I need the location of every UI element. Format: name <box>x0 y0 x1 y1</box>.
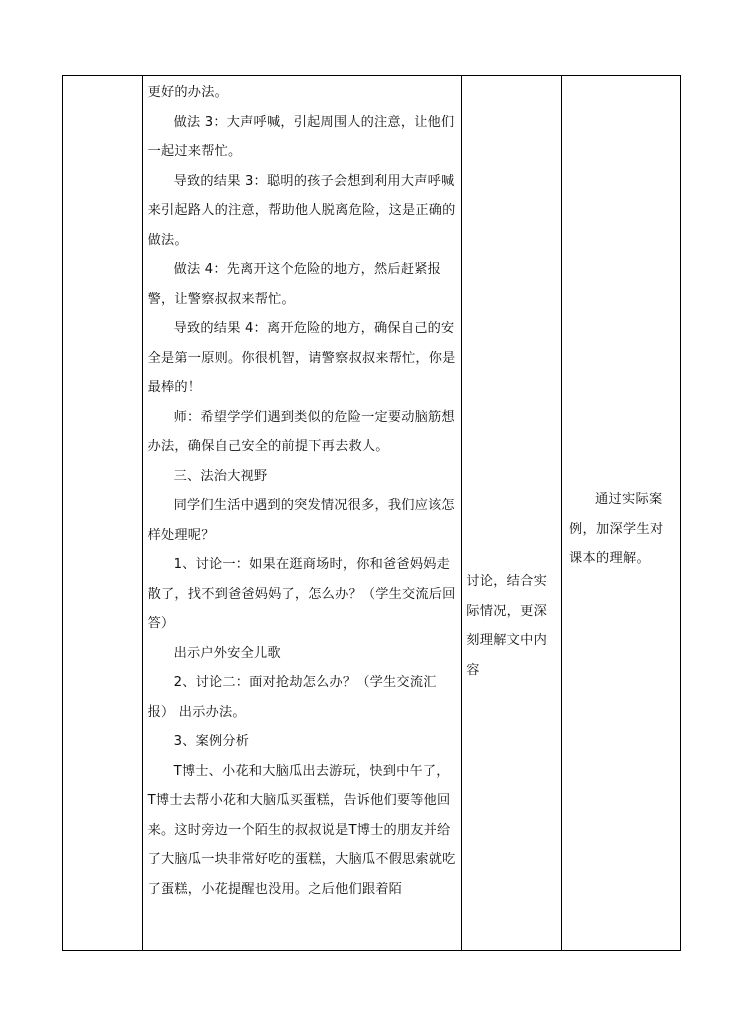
design-intent-text <box>562 76 680 574</box>
paragraph: 导致的结果 4：离开危险的地方，确保自己的安全是第一原则。你很机智，请警察叔叔来帮忙，你是最棒的！ <box>147 321 456 395</box>
student-activity-cell <box>462 76 562 951</box>
teaching-process-text <box>143 76 462 904</box>
paragraph: 1、讨论一：如果在逛商场时，你和爸爸妈妈走散了，找不到爸爸妈妈了，怎么办？（学生交流后回答） <box>147 557 456 631</box>
section-heading: 三、法治大视野 <box>173 468 268 484</box>
paragraph: T博士、小花和大脑瓜出去游玩，快到中午了，T博士去帮小花和大脑瓜买蛋糕，告诉他们要等他回来。这时旁边一个陌生的叔叔说是T博士的朋友并给了大脑瓜一块非常好吃的蛋糕，大脑瓜不假思索就吃了蛋糕，小花提醒也没用。之后他们跟着陌 <box>147 763 456 897</box>
student-activity-text: 讨论，结合实际情况，更深刻理解文中内容 <box>466 574 548 678</box>
design-intent-paragraph: 通过实际案例，加深学生对课本的理解。 <box>569 492 664 566</box>
design-intent-cell <box>562 76 681 951</box>
paragraph: 出示户外安全儿歌 <box>173 645 281 661</box>
paragraph: 做法 3：大声呼喊，引起周围人的注意，让他们一起过来帮忙。 <box>147 114 455 159</box>
paragraph: 同学们生活中遇到的突发情况很多，我们应该怎样处理呢？ <box>147 498 455 543</box>
paragraph: 2、讨论二：面对抢劫怎么办？（学生交流汇报） 出示办法。 <box>147 675 437 720</box>
lesson-plan-table <box>62 75 681 951</box>
paragraph: 更好的办法。 <box>147 85 228 100</box>
paragraph: 做法 4：先离开这个危险的地方，然后赶紧报警，让警察叔叔来帮忙。 <box>147 262 441 307</box>
paragraph: 师：希望学学们遇到类似的危险一定要动脑筋想办法，确保自己安全的前提下再去救人。 <box>147 409 455 454</box>
paragraph: 3、案例分析 <box>173 734 250 749</box>
table-row <box>63 76 681 951</box>
paragraph: 导致的结果 3：聪明的孩子会想到利用大声呼喊来引起路人的注意，帮助他人脱离危险，这是正确的做法。 <box>147 173 456 248</box>
stage-cell <box>63 76 143 951</box>
teaching-process-cell <box>142 76 462 951</box>
